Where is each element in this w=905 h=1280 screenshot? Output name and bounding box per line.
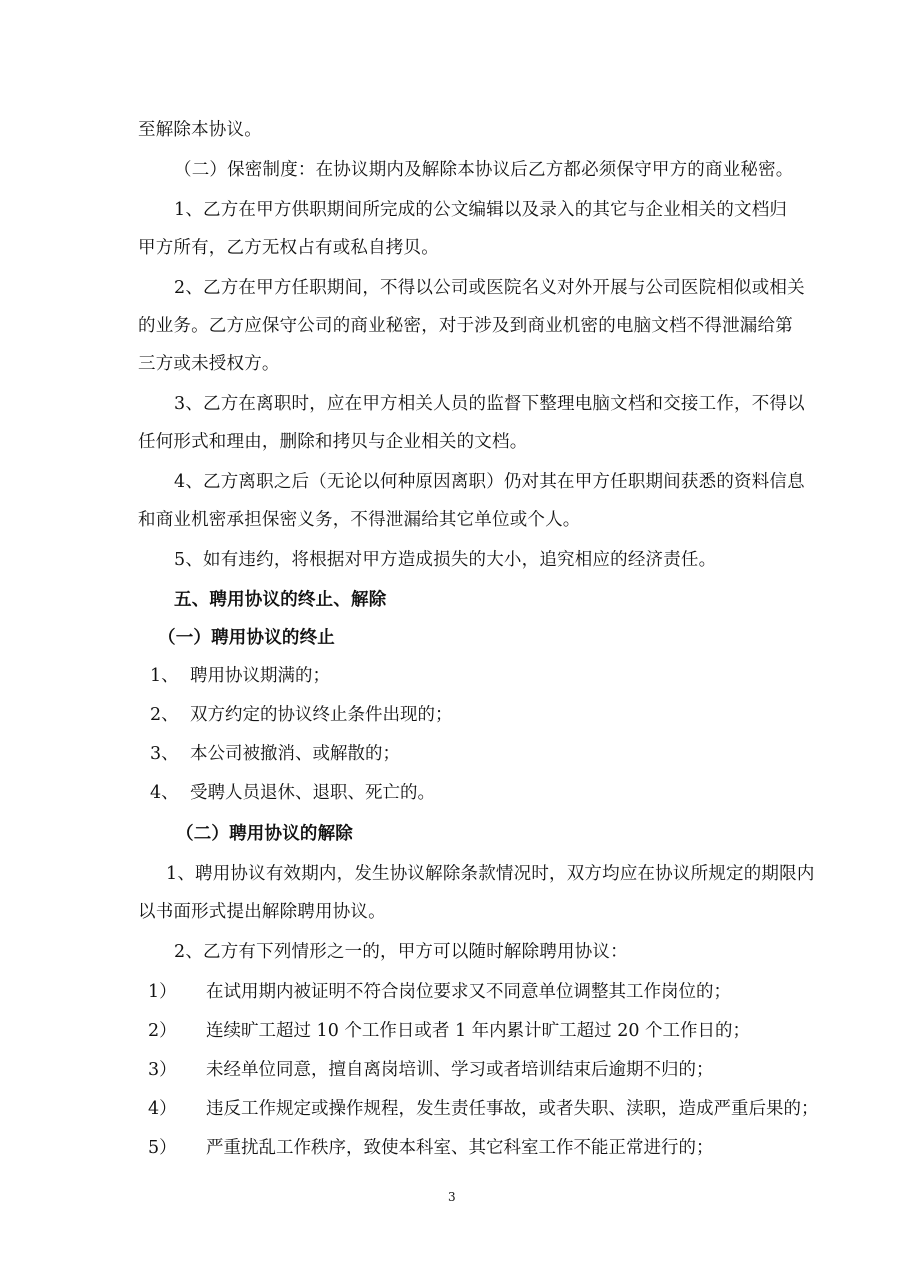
text-line: 1、乙方在甲方供职期间所完成的公文编辑以及录入的其它与企业相关的文档归	[174, 200, 788, 220]
text-line: 2、乙方在甲方任职期间，不得以公司或医院名义对外开展与公司医院相似或相关	[174, 278, 805, 298]
text-line: 至解除本协议。	[138, 120, 262, 140]
dissolution-item-number: 1）	[148, 982, 177, 1002]
dissolution-item-text: 连续旷工超过 10 个工作日或者 1 年内累计旷工超过 20 个工作日的；	[206, 1021, 751, 1041]
text-line: 以书面形式提出解除聘用协议。	[138, 902, 386, 922]
subsection-heading: （一）聘用协议的终止	[158, 628, 335, 648]
dissolution-heading: （二）聘用协议的解除	[176, 824, 353, 844]
text-line: 的业务。乙方应保守公司的商业秘密，对于涉及到商业机密的电脑文档不得泄漏给第	[138, 316, 793, 336]
text-line: 任何形式和理由，删除和拷贝与企业相关的文档。	[138, 432, 528, 452]
confidentiality-heading: （二）保密制度：在协议期内及解除本协议后乙方都必须保守甲方的商业秘密。	[174, 160, 794, 180]
termination-item-text: 双方约定的协议终止条件出现的；	[190, 705, 453, 725]
termination-item-number: 2、	[150, 705, 179, 725]
dissolution-item-number: 5）	[148, 1138, 177, 1158]
text-line: 3、乙方在离职时，应在甲方相关人员的监督下整理电脑文档和交接工作，不得以	[174, 394, 805, 414]
dissolution-item-text: 严重扰乱工作秩序，致使本科室、其它科室工作不能正常进行的；	[206, 1138, 714, 1158]
termination-item-number: 1、	[150, 666, 179, 686]
text-line: 5、如有违约，将根据对甲方造成损失的大小，追究相应的经济责任。	[174, 550, 717, 570]
dissolution-item-text: 未经单位同意，擅自离岗培训、学习或者培训结束后逾期不归的；	[206, 1060, 714, 1080]
text-line: 2、乙方有下列情形之一的，甲方可以随时解除聘用协议：	[174, 942, 628, 962]
termination-item-text: 受聘人员退休、退职、死亡的。	[190, 783, 435, 803]
dissolution-item-text: 违反工作规定或操作规程，发生责任事故，或者失职、渎职，造成严重后果的；	[206, 1099, 819, 1119]
termination-item-number: 3、	[150, 744, 179, 764]
section-heading: 五、聘用协议的终止、解除	[174, 590, 387, 610]
text-line: 和商业机密承担保密义务，不得泄漏给其它单位或个人。	[138, 510, 581, 530]
text-line: 三方或未授权方。	[138, 354, 280, 374]
termination-item-number: 4、	[150, 783, 179, 803]
dissolution-item-number: 4）	[148, 1099, 177, 1119]
page-number: 3	[448, 1190, 456, 1204]
termination-item-text: 聘用协议期满的；	[190, 666, 330, 686]
dissolution-item-text: 在试用期内被证明不符合岗位要求又不同意单位调整其工作岗位的；	[206, 982, 731, 1002]
dissolution-item-number: 3）	[148, 1060, 177, 1080]
termination-item-text: 本公司被撤消、或解散的；	[190, 744, 400, 764]
text-line: 4、乙方离职之后（无论以何种原因离职）仍对其在甲方任职期间获悉的资料信息	[174, 472, 805, 492]
text-line: 甲方所有，乙方无权占有或私自拷贝。	[138, 238, 439, 258]
text-line: 1、聘用协议有效期内，发生协议解除条款情况时，双方均应在协议所规定的期限内	[166, 864, 815, 884]
dissolution-item-number: 2）	[148, 1021, 177, 1041]
